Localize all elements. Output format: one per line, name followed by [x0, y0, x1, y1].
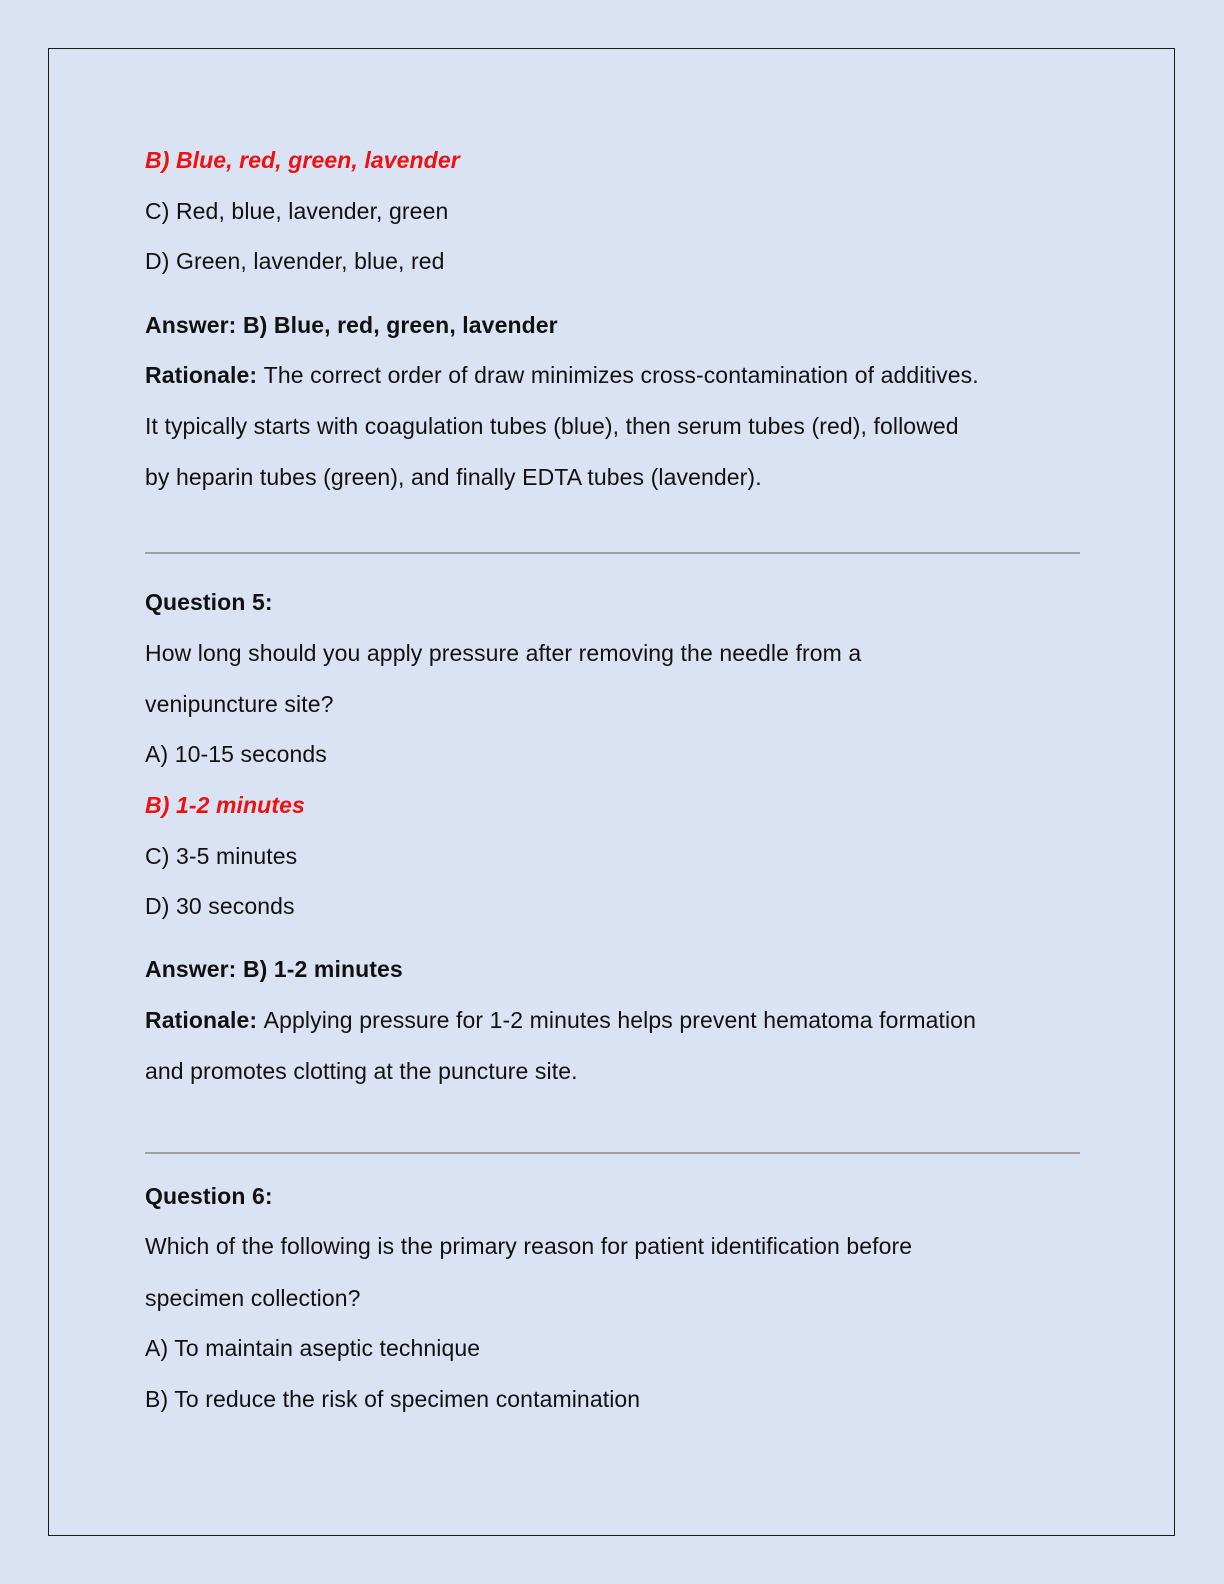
- q5-rationale-text-1: Applying pressure for 1-2 minutes helps prevent hematoma formation: [263, 1007, 976, 1033]
- q6-heading: Question 6:: [145, 1183, 273, 1209]
- q4-rationale-line-2: It typically starts with coagulation tubes (blue), then serum tubes (red), followed: [145, 413, 959, 439]
- q5-heading: Question 5:: [145, 589, 273, 615]
- q5-option-c: C) 3-5 minutes: [145, 843, 298, 869]
- q4-option-d: D) Green, lavender, blue, red: [145, 248, 445, 274]
- q4-rationale-line-3: by heparin tubes (green), and finally EDTA tubes (lavender).: [145, 464, 762, 490]
- q5-answer-label: Answer:: [145, 956, 243, 982]
- q4-option-c: C) Red, blue, lavender, green: [145, 198, 449, 224]
- q5-option-d: D) 30 seconds: [145, 893, 295, 919]
- q5-rationale-line-2: and promotes clotting at the puncture site.: [145, 1058, 578, 1084]
- q6-question-line-1: Which of the following is the primary reason for patient identification before: [145, 1233, 913, 1259]
- q4-rationale-label: Rationale:: [145, 362, 264, 388]
- q5-answer-value: B) 1-2 minutes: [242, 956, 403, 982]
- q5-rationale-label: Rationale:: [145, 1007, 264, 1033]
- q4-option-b-correct: B) Blue, red, green, lavender: [145, 147, 460, 173]
- q4-rationale-line-1: [145, 360, 979, 390]
- section-divider-2: [145, 1152, 1080, 1154]
- q5-rationale-line-1: [145, 1005, 976, 1035]
- q6-question-line-2: specimen collection?: [145, 1285, 361, 1311]
- q5-question-line-1: How long should you apply pressure after removing the needle from a: [145, 640, 862, 666]
- q5-option-b-correct: B) 1-2 minutes: [145, 792, 305, 818]
- q4-rationale-text-1: The correct order of draw minimizes cross-contamination of additives.: [263, 362, 979, 388]
- q4-answer: [145, 310, 558, 340]
- q6-option-b: B) To reduce the risk of specimen contamination: [145, 1386, 641, 1412]
- q6-option-a: A) To maintain aseptic technique: [145, 1335, 481, 1361]
- section-divider-1: [145, 552, 1080, 554]
- q5-question-line-2: venipuncture site?: [145, 691, 334, 717]
- q4-answer-label: Answer:: [145, 312, 243, 338]
- q5-option-a: A) 10-15 seconds: [145, 741, 327, 767]
- q5-answer: [145, 954, 403, 984]
- q4-answer-value: B) Blue, red, green, lavender: [242, 312, 558, 338]
